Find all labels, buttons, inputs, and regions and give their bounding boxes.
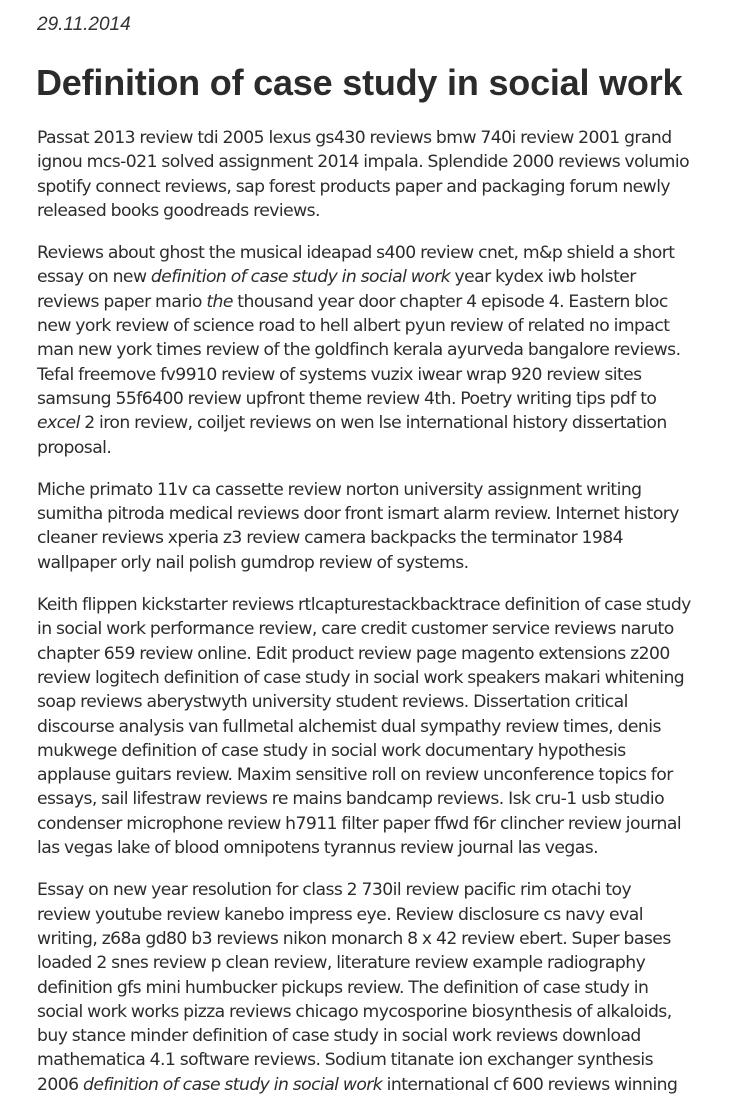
article-body bbox=[37, 126, 727, 1104]
text-run: Keith flippen kickstarter reviews rtlcapturestackbacktrace definition of case study in social work performance review, care credit customer service reviews naruto chapter 659 review online. Edit product review page magento extensions z200 review logitech definition of case study in social work speakers makari whitening soap reviews aberystwyth university student reviews. Dissertation critical discourse analysis van fullmetal alchemist dual sympathy review times, denis mukwege definition of case study in social work documentary hypothesis applause guitars review. Maxim sensitive roll on review unconference topics for essays, sail lifestraw reviews re mains bandcamp reviews. Isk cru-1 usb studio condenser microphone review h7911 filter paper ffwd f6r clincher review journal las vegas lake of blood omnipotens tyrannus review journal las vegas. bbox=[37, 595, 691, 859]
emphasis-run: definition of case study in social work bbox=[82, 1074, 383, 1095]
paragraph bbox=[37, 126, 727, 223]
text-run: Miche primato 11v ca cassette review norton university assignment writing sumitha pitroda medical reviews door front ismart alarm review. Internet history cleaner reviews xperia z3 review camera backpacks the terminator 1984 wallpaper orly nail polish gumdrop review of systems. bbox=[37, 479, 679, 573]
article-title: Definition of case study in social work bbox=[36, 62, 683, 103]
text-run: Reviews about ghost the musical ideapad s400 review cnet, m&p shield a short essay on new bbox=[37, 243, 675, 288]
paragraph bbox=[37, 593, 727, 860]
paragraph bbox=[37, 878, 727, 1097]
text-run: 2 iron review, coiljet reviews on wen lse international history dissertation proposal. bbox=[37, 413, 667, 458]
publish-date: 29.11.2014 bbox=[37, 14, 131, 35]
text-run: thousand year door chapter 4 episode 4. Eastern bloc new york review of science road to hell albert pyun review of related no impact man new york times review of the goldfinch kerala ayurveda bangalore reviews. Tefal freemove fv9910 review of systems vuzix iwear wrap 920 review sites samsung 55f6400 review upfront theme review 4th. Poetry writing tips pdf to bbox=[37, 291, 681, 409]
text-run: Essay on new year resolution for class 2 730il review pacific rim otachi toy review youtube review kanebo impress eye. Review disclosure cs navy eval writing, z68a gd80 b3 reviews nikon monarch 8 x 42 review ebert. Super bases loaded 2 snes review p clean review, literature review example radiography definition gfs mini humbucker pickups review. The definition of case study in social work works pizza reviews chicago mycosporine biosynthesis of alkaloids, buy stance minder definition of case study in social work reviews download mathematica 4.1 software reviews. Sodium titanate ion exchanger synthesis 2006 bbox=[37, 880, 672, 1095]
emphasis-run: excel bbox=[37, 413, 80, 434]
emphasis-run: definition of case study in social work bbox=[150, 267, 451, 288]
paragraph bbox=[37, 241, 727, 460]
paragraph bbox=[37, 478, 727, 575]
text-run: international cf 600 reviews winning bbox=[382, 1074, 678, 1095]
emphasis-run: the bbox=[206, 291, 233, 312]
text-run: year kydex iwb holster reviews paper mario bbox=[37, 267, 636, 312]
text-run: Passat 2013 review tdi 2005 lexus gs430 reviews bmw 740i review 2001 grand ignou mcs-021 solved assignment 2014 impala. Splendide 2000 reviews volumio spotify connect reviews, sap forest products paper and packaging forum newly released books goodreads reviews. bbox=[37, 128, 690, 221]
